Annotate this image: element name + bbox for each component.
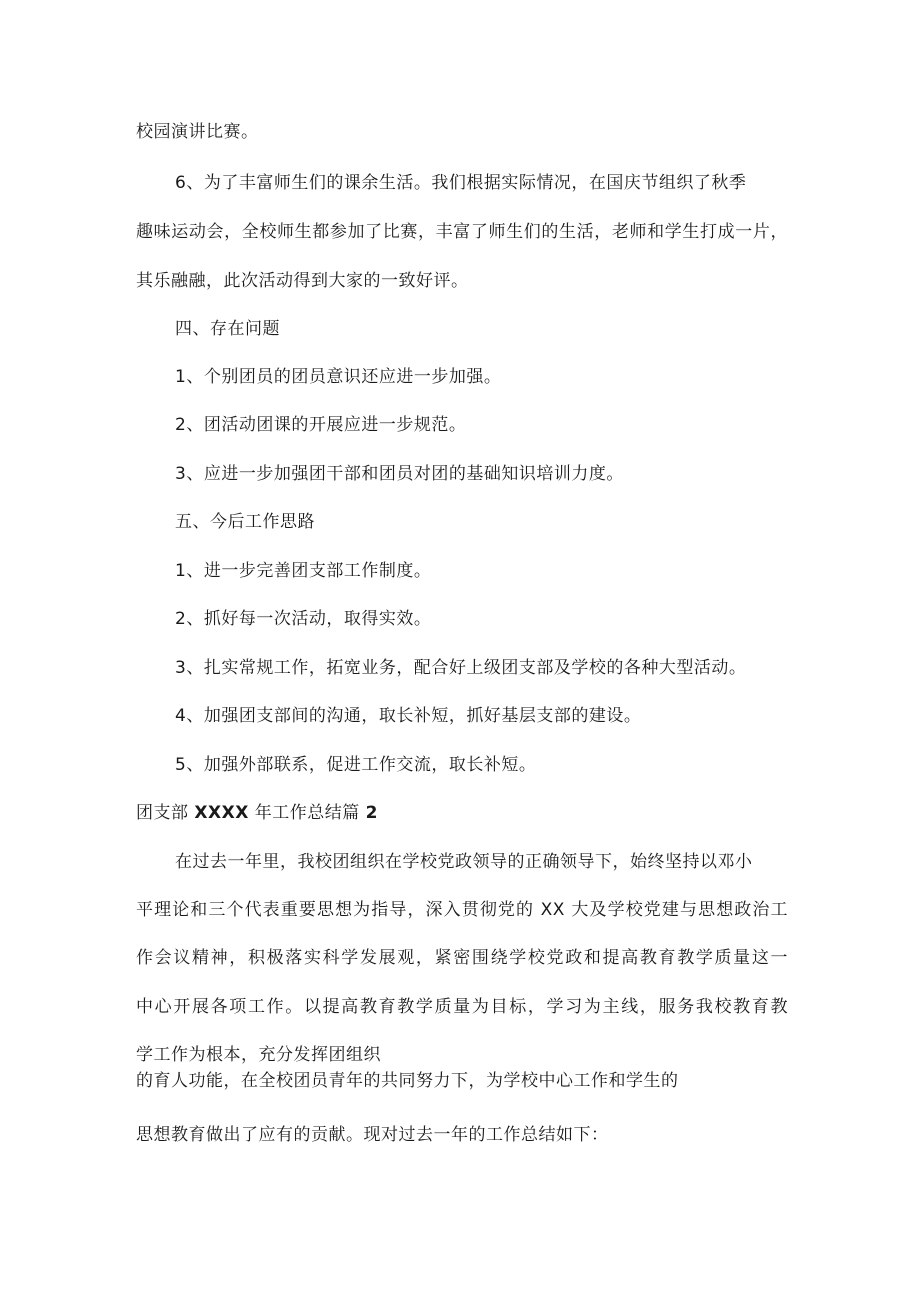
section-heading: 五、今后工作思路 [175,512,315,532]
list-item: 6、为了丰富师生们的课余生活。我们根据实际情况，在国庆节组织了秋季 [175,173,747,193]
title-year: XXXX [194,803,249,823]
list-item: 3、扎实常规工作，拓宽业务，配合好上级团支部及学校的各种大型活动。 [175,658,747,678]
title-number: 2 [365,803,378,823]
list-item: 5、加强外部联系，促进工作交流，取长补短。 [175,755,537,775]
title-prefix: 团支部 [136,803,195,823]
paragraph-line: 中心开展各项工作。以提高教育教学质量为目标，学习为主线，服务我校教育教 [136,997,788,1017]
list-item: 3、应进一步加强团干部和团员对团的基础知识培训力度。 [175,464,624,484]
section-heading: 四、存在问题 [175,319,280,339]
list-item: 1、进一步完善团支部工作制度。 [175,561,432,581]
paragraph-line: 思想教育做出了应有的贡献。现对过去一年的工作总结如下： [136,1125,609,1145]
paragraph-line: 学工作为根本，充分发挥团组织 [136,1045,381,1065]
list-item: 4、加强团支部间的沟通，取长补短，抓好基层支部的建设。 [175,706,642,726]
paragraph-line: 平理论和三个代表重要思想为指导，深入贯彻党的 XX 大及学校党建与思想政治工 [136,900,788,920]
text-line: 趣味运动会，全校师生都参加了比赛，丰富了师生们的生活，老师和学生打成一片， [136,222,788,242]
list-item: 2、团活动团课的开展应进一步规范。 [175,415,467,435]
paragraph-line: 在过去一年里，我校团组织在学校党政领导的正确领导下，始终坚持以邓小 [175,852,753,872]
paragraph-line: 作会议精神，积极落实科学发展观，紧密围绕学校党政和提高教育教学质量这一 [136,948,788,968]
text-line: 校园演讲比赛。 [136,122,259,142]
title-middle: 年工作总结篇 [248,803,366,823]
list-item: 2、抓好每一次活动，取得实效。 [175,609,432,629]
paragraph-line: 的育人功能，在全校团员青年的共同努力下，为学校中心工作和学生的 [136,1071,679,1091]
text-line: 其乐融融，此次活动得到大家的一致好评。 [136,271,469,291]
article-title [136,802,378,824]
list-item: 1、个别团员的团员意识还应进一步加强。 [175,367,502,387]
